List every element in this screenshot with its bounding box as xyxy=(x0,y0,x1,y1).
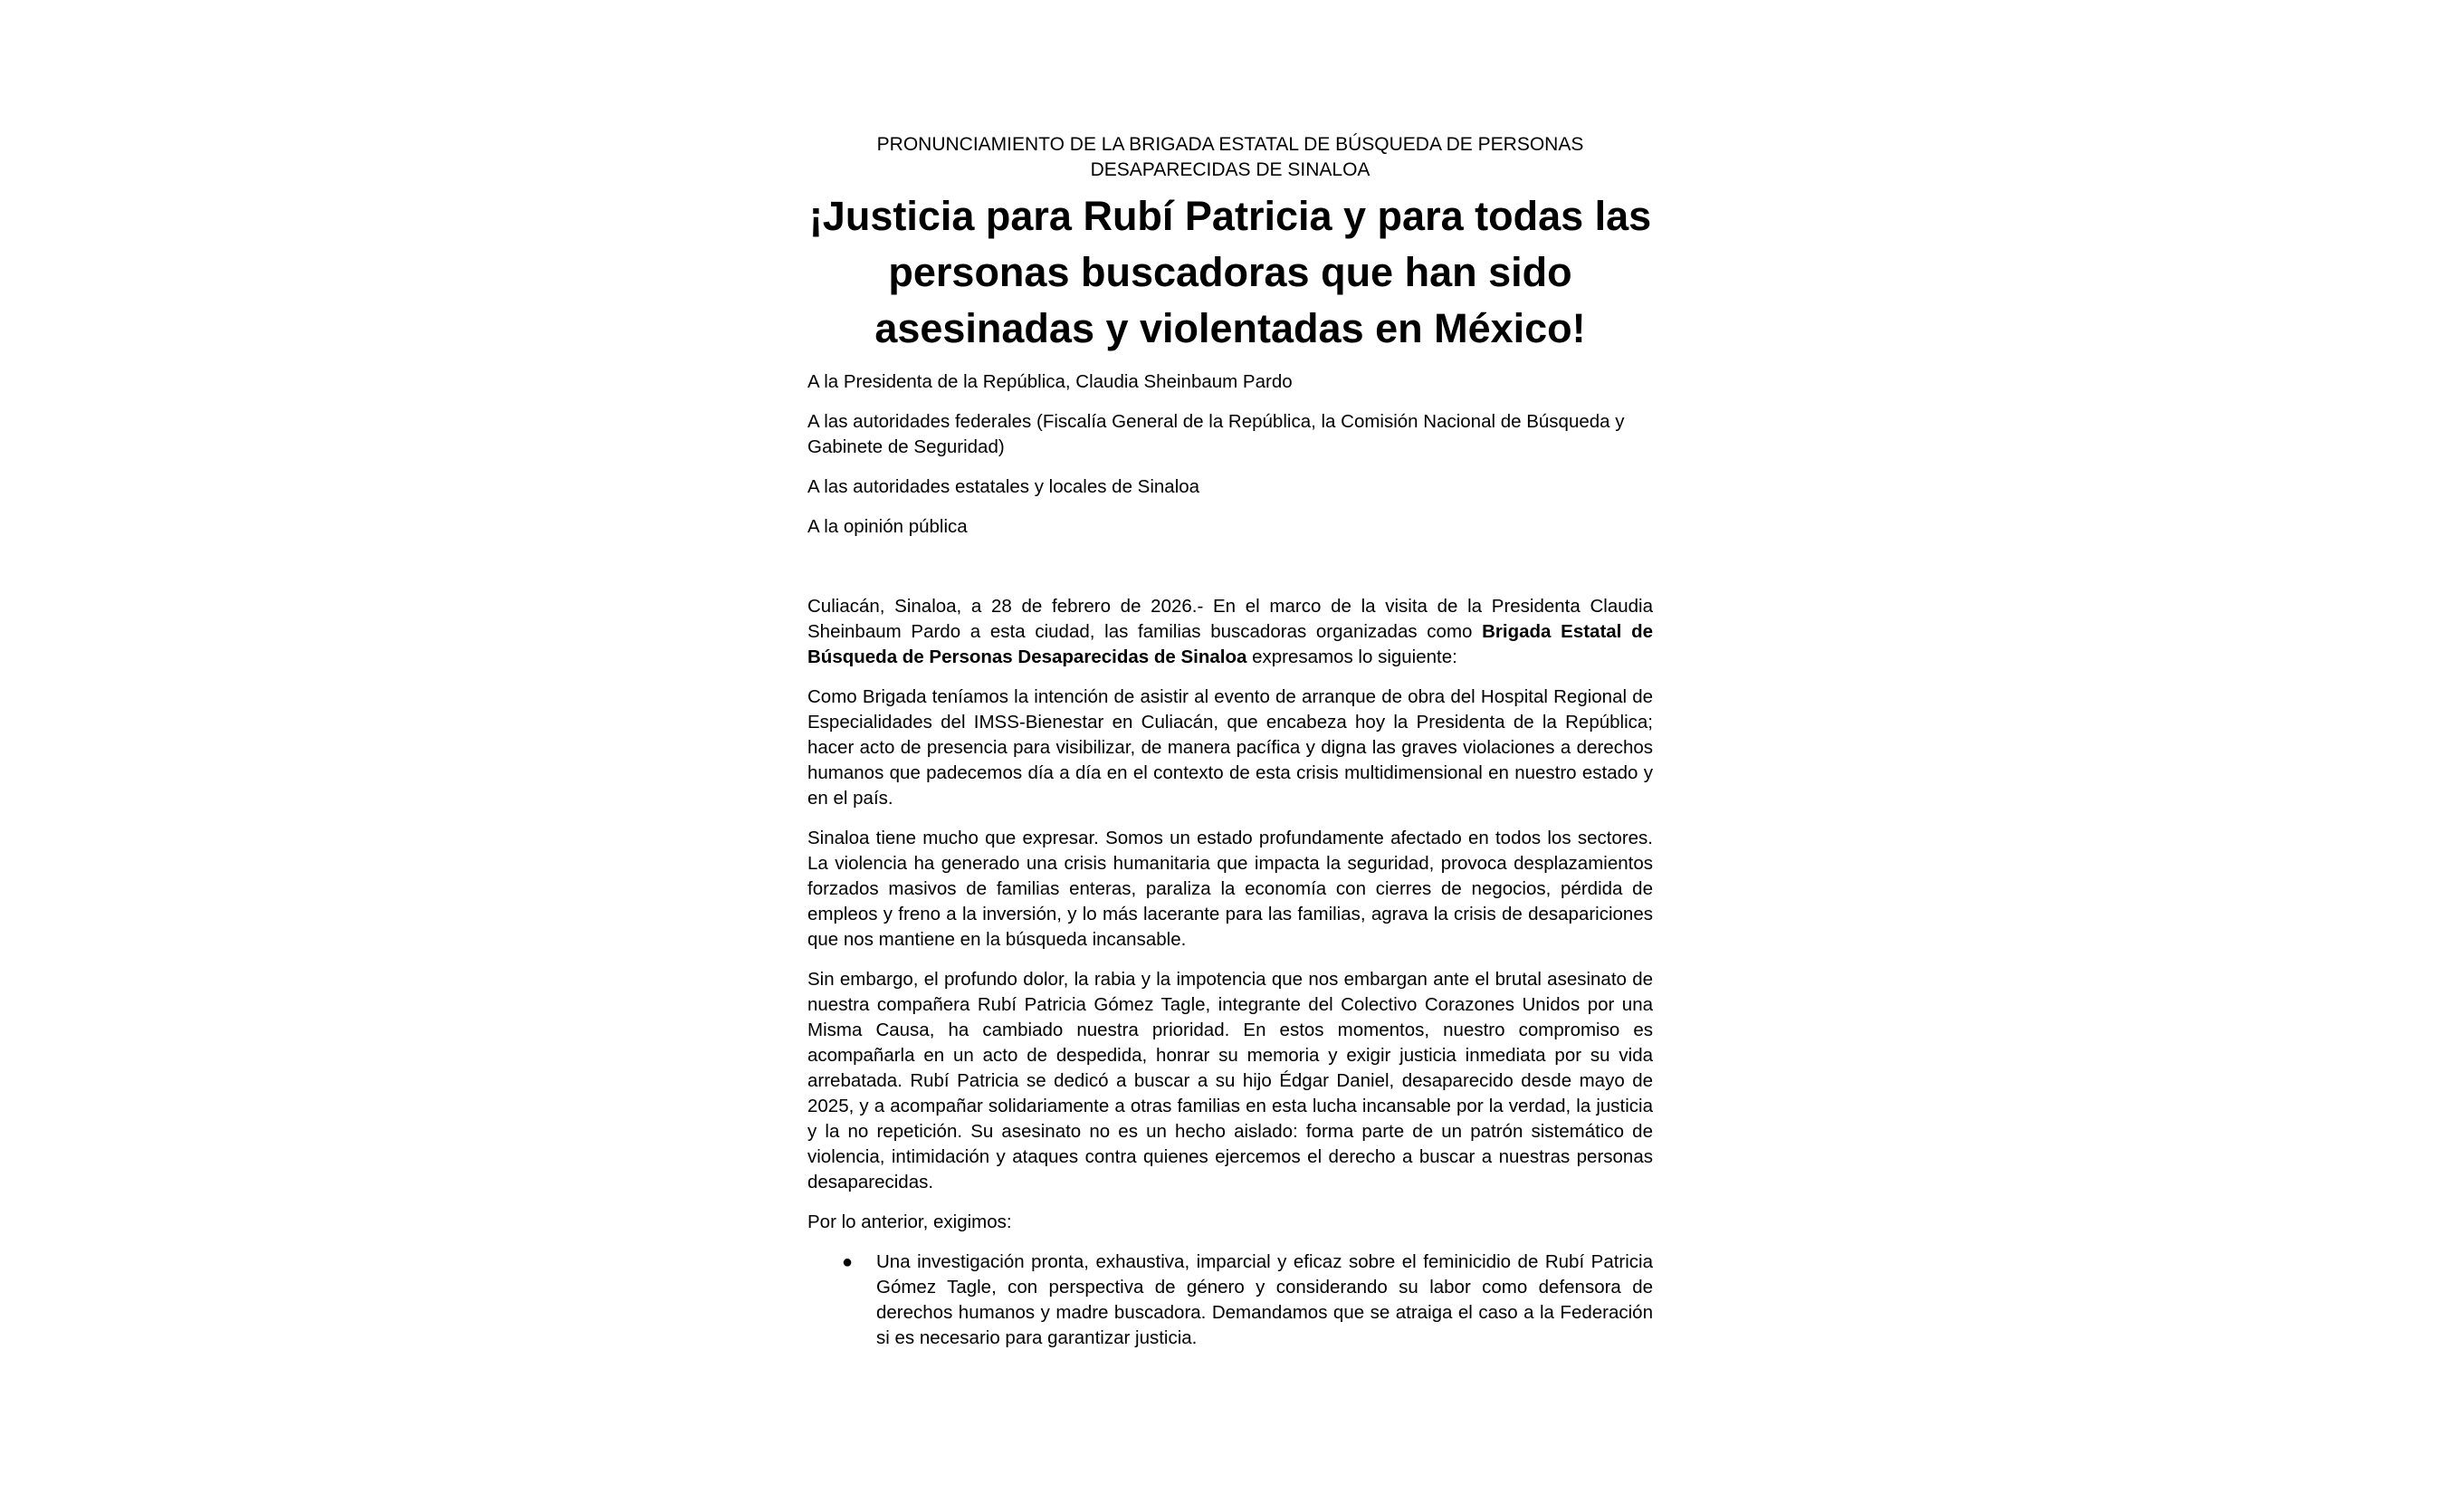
demand-text: Una investigación pronta, exhaustiva, imparcial y eficaz sobre el feminicidio de Rubí Patricia Gómez Tagle, con perspectiva de género y considerando su labor como defensora de derechos humanos y madre buscadora. Demandamos que se atraiga el caso a la Federación si es necesario para garantizar justicia. xyxy=(876,1251,1653,1348)
addressee-president: A la Presidenta de la República, Claudia Sheinbaum Pardo xyxy=(807,371,1293,392)
bullet-icon: ● xyxy=(842,1252,854,1272)
demands-intro: Por lo anterior, exigimos: xyxy=(807,1211,1012,1232)
document-headline: ¡Justicia para Rubí Patricia y para todas las personas buscadoras que han sido asesinadas y violentadas en México! xyxy=(808,193,1652,351)
body-paragraph: Sinaloa tiene mucho que expresar. Somos un estado profundamente afectado en todos los sectores. La violencia ha generado una crisis humanitaria que impacta la seguridad, provoca desplazamientos forzados masivos de familias enteras, paraliza la economía con cierres de negocios, pérdida de empleos y freno a la inversión, y lo más lacerante para las familias, agrava la crisis de desapariciones que nos mantiene en la búsqueda incansable. xyxy=(807,828,1653,950)
body-paragraph: Sin embargo, el profundo dolor, la rabia y la impotencia que nos embargan ante el brutal asesinato de nuestra compañera Rubí Patricia Gómez Tagle, integrante del Colectivo Corazones Unidos por una Misma Causa, ha cambiado nuestra prioridad. En estos momentos, nuestro compromiso es acompañarla en un acto de despedida, honrar su memoria y exigir justicia inmediata por su vida arrebatada. Rubí Patricia se dedicó a buscar a su hijo Édgar Daniel, desaparecido desde mayo de 2025, y a acompañar solidariamente a otras familias en esta lucha incansable por la verdad, la justicia y la no repetición. Su asesinato no es un hecho aislado: forma parte de un patrón sistemático de violencia, intimidación y ataques contra quienes ejercemos el derecho a buscar a nuestras personas desaparecidas. xyxy=(807,969,1653,1192)
addressee-list xyxy=(807,369,1653,540)
document-header: PRONUNCIAMIENTO DE LA BRIGADA ESTATAL DE BÚSQUEDA DE PERSONAS DESAPARECIDAS DE SINALOA xyxy=(876,134,1584,180)
intro-paragraph xyxy=(807,594,1653,670)
demand-item xyxy=(807,1250,1653,1351)
addressee-state-authorities: A las autoridades estatales y locales de Sinaloa xyxy=(807,476,1200,497)
document-page xyxy=(807,132,1653,1351)
addressee-federal-authorities: A las autoridades federales (Fiscalía General de la República, la Comisión Nacional de Búsqueda y Gabinete de Seguridad) xyxy=(807,411,1625,457)
addressee-public-opinion: A la opinión pública xyxy=(807,516,968,537)
body-paragraph: Como Brigada teníamos la intención de asistir al evento de arranque de obra del Hospital Regional de Especialidades del IMSS-Bienestar en Culiacán, que encabeza hoy la Presidenta de la República; hacer acto de presencia para visibilizar, de manera pacífica y digna las graves violaciones a derechos humanos que padecemos día a día en el contexto de esta crisis multidimensional en nuestro estado y en el país. xyxy=(807,686,1653,809)
brigade-name-bold: Brigada Estatal de Búsqueda de Personas Desaparecidas de Sinaloa xyxy=(807,621,1653,667)
intro-text-start: Culiacán, Sinaloa, a 28 de febrero de 2026.- En el marco de la visita de la Presidenta Claudia Sheinbaum Pardo a esta ciudad, las familias buscadoras organizadas como xyxy=(807,596,1653,642)
demands-list xyxy=(807,1250,1653,1351)
document-body xyxy=(807,594,1653,1351)
intro-text-end: expresamos lo siguiente: xyxy=(1246,646,1457,667)
